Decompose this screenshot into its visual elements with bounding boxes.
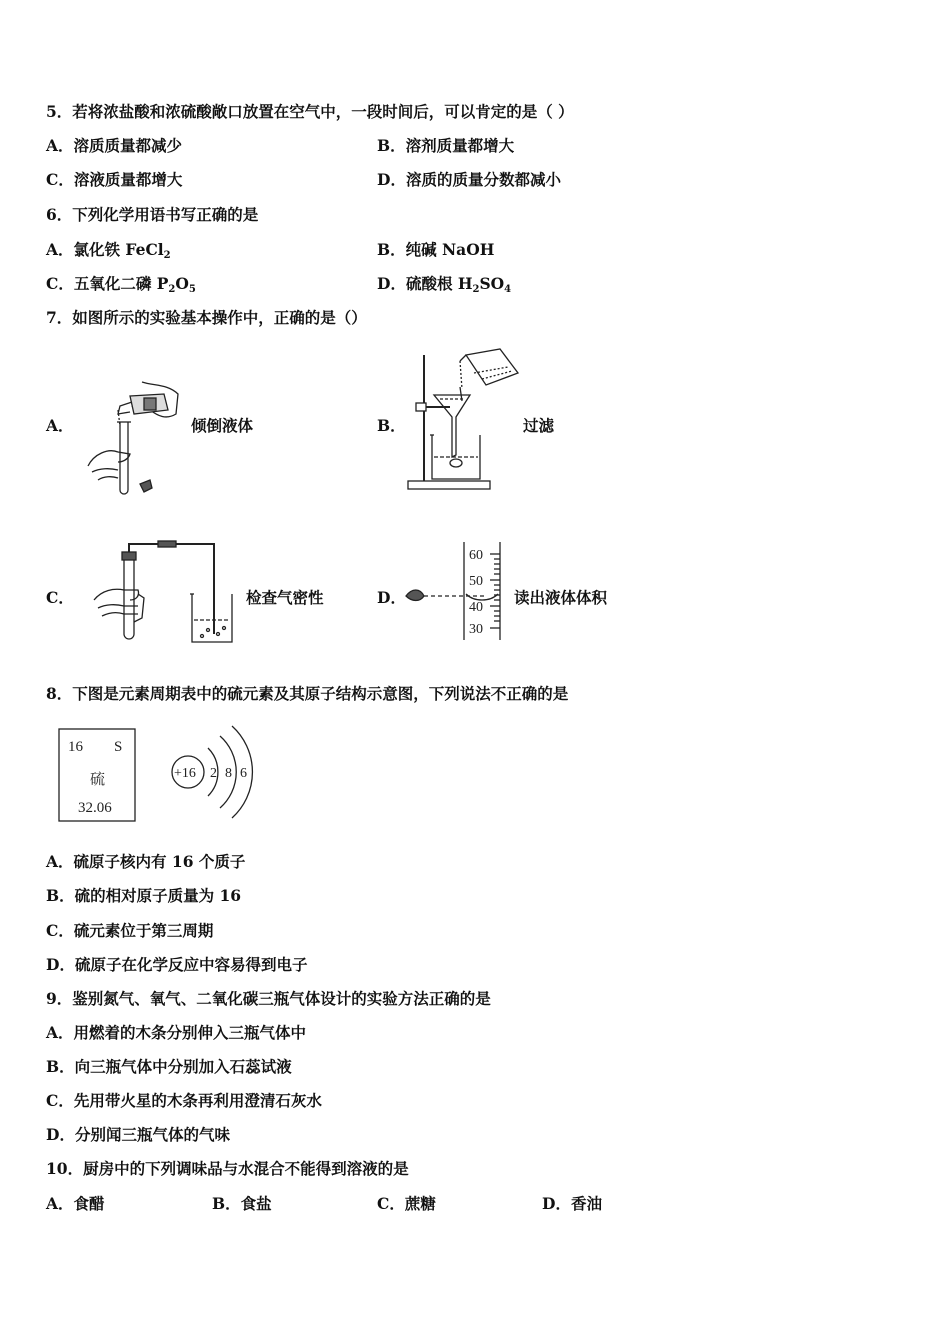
q5-option-c[interactable]: C．溶液质量都增大: [46, 170, 183, 189]
q8-option-b[interactable]: B．硫的相对原子质量为 16: [46, 886, 242, 905]
q10-option-c[interactable]: C．蔗糖: [377, 1194, 436, 1213]
q7-option-a-letter[interactable]: A．: [46, 416, 74, 435]
q8-option-a[interactable]: A．硫原子核内有 16 个质子: [46, 852, 246, 871]
q7-option-b-caption: 过滤: [523, 416, 555, 435]
q8-stem: 8．下图是元素周期表中的硫元素及其原子结构示意图，下列说法不正确的是: [46, 684, 569, 703]
q7-option-d-letter[interactable]: D．: [377, 588, 406, 607]
q6-option-d-sub1: 2: [472, 284, 480, 295]
q10-stem: 10．厨房中的下列调味品与水混合不能得到溶液的是: [46, 1159, 409, 1178]
q5-stem: 5．若将浓盐酸和浓硫酸敞口放置在空气中，一段时间后，可以肯定的是（ ）: [46, 102, 574, 121]
q6-option-a-text: A．氯化铁 FeCl: [46, 240, 164, 259]
cylinder-tick-60: 60: [469, 548, 483, 563]
q8-option-d[interactable]: D．硫原子在化学反应中容易得到电子: [46, 955, 308, 974]
element-number: 16: [68, 739, 83, 755]
q7-option-c-letter[interactable]: C．: [46, 588, 74, 607]
q9-option-d[interactable]: D．分别闻三瓶气体的气味: [46, 1125, 230, 1144]
q6-option-d[interactable]: [377, 274, 511, 300]
q6-option-d-mid: SO: [479, 274, 505, 293]
q6-option-d-text: D．硫酸根 H: [377, 274, 473, 293]
atom-shell-3: 6: [240, 766, 247, 781]
q7-option-d-caption: 读出液体体积: [514, 588, 608, 607]
q6-option-c-sub2: 5: [188, 284, 196, 295]
eye-icon: [406, 590, 424, 601]
element-name: 硫: [90, 772, 106, 788]
sulfur-atom-structure: [168, 724, 258, 824]
sulfur-element-card: [58, 728, 138, 824]
cylinder-tick-40: 40: [469, 600, 483, 615]
q6-option-c-sub1: 2: [168, 284, 176, 295]
q5-option-b[interactable]: B．溶剂质量都增大: [377, 136, 515, 155]
q6-option-a[interactable]: [46, 240, 171, 266]
q7-stem: 7．如图所示的实验基本操作中，正确的是（）: [46, 308, 367, 327]
q9-option-b[interactable]: B．向三瓶气体中分别加入石蕊试液: [46, 1057, 292, 1076]
q6-stem: 6．下列化学用语书写正确的是: [46, 205, 259, 224]
q6-option-c[interactable]: [46, 274, 196, 300]
q5-option-a[interactable]: A．溶质质量都减少: [46, 136, 183, 155]
element-mass: 32.06: [78, 800, 112, 816]
q7-option-a-caption: 倾倒液体: [191, 416, 254, 435]
q7-option-c-caption: 检查气密性: [246, 588, 324, 607]
q6-option-c-mid: O: [175, 274, 189, 293]
q6-option-a-sub: 2: [163, 250, 171, 261]
element-symbol: S: [114, 739, 123, 755]
q10-option-d[interactable]: D．香油: [542, 1194, 602, 1213]
q8-option-c[interactable]: C．硫元素位于第三周期: [46, 921, 214, 940]
q5-option-d[interactable]: D．溶质的质量分数都减小: [377, 170, 561, 189]
q9-stem: 9．鉴别氮气、氧气、二氧化碳三瓶气体设计的实验方法正确的是: [46, 989, 491, 1008]
cylinder-tick-30: 30: [469, 622, 483, 637]
q6-option-c-text: C．五氧化二磷 P: [46, 274, 169, 293]
q7-option-b-letter[interactable]: B．: [377, 416, 406, 435]
q9-option-c[interactable]: C．先用带火星的木条再利用澄清石灰水: [46, 1091, 322, 1110]
filtration-figure: [404, 345, 530, 495]
q9-option-a[interactable]: A．用燃着的木条分别伸入三瓶气体中: [46, 1023, 307, 1042]
cylinder-tick-50: 50: [469, 574, 483, 589]
atom-nucleus: +16: [174, 766, 196, 781]
atom-shell-2: 8: [225, 766, 232, 781]
q6-option-b[interactable]: B．纯碱 NaOH: [377, 240, 495, 259]
q10-option-a[interactable]: A．食醋: [46, 1194, 105, 1213]
q6-option-d-sub2: 4: [504, 284, 512, 295]
read-volume-figure: [404, 540, 512, 644]
atom-shell-1: 2: [210, 766, 217, 781]
airtightness-check-figure: [90, 538, 240, 646]
q10-option-b[interactable]: B．食盐: [212, 1194, 272, 1213]
pour-liquid-figure: [84, 380, 184, 498]
